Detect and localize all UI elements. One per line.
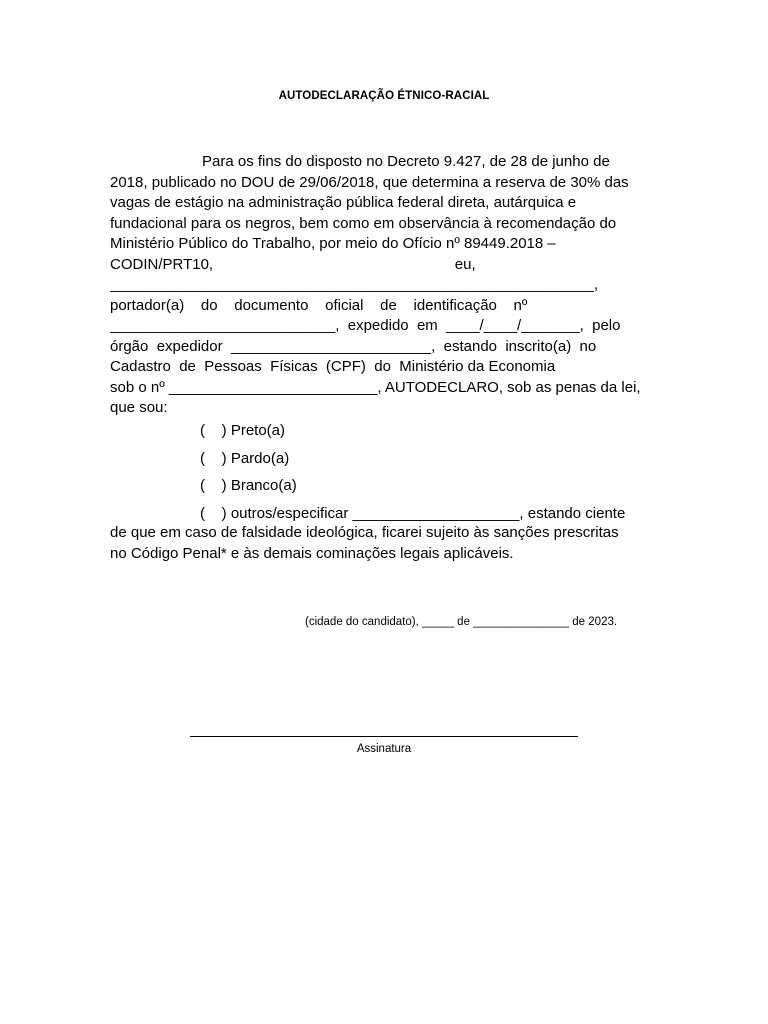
- date-line: (cidade do candidato), _____ de _______________ de 2023.: [305, 616, 618, 628]
- option-pardo: ( ) Pardo(a): [200, 449, 290, 467]
- paragraph-line-4: fundacional para os negros, bem como em observância à recomendação do: [110, 214, 617, 232]
- signature-line: [190, 736, 578, 737]
- document-title: AUTODECLARAÇÃO ÉTNICO-RACIAL: [278, 90, 490, 102]
- paragraph-line-6: CODIN/PRT10, eu,: [110, 255, 476, 273]
- paragraph-line-5: Ministério Público do Trabalho, por meio do Ofício nº 89449.2018 –: [110, 235, 556, 252]
- race-options: [200, 421, 625, 531]
- name-blank-line: __________________________________________________________,: [110, 276, 599, 293]
- paragraph-line-11: Cadastro de Pessoas Físicas (CPF) do Ministério da Economia: [110, 358, 556, 375]
- paragraph-line-8: portador(a) do documento oficial de identificação nº: [110, 296, 528, 314]
- paragraph-line-1: Para os fins do disposto no Decreto 9.427, de 28 de junho de: [202, 153, 610, 170]
- declaration-tail: [110, 523, 658, 564]
- tail-line-2: no Código Penal* e às demais cominações legais aplicáveis.: [110, 544, 514, 562]
- signature-label: Assinatura: [356, 743, 412, 755]
- paragraph-line-3: vagas de estágio na administração pública federal direta, autárquica e: [110, 194, 577, 211]
- issuer-line: órgão expedidor ________________________, estando inscrito(a) no: [110, 337, 597, 355]
- cpf-line: sob o nº _________________________, AUTODECLARO, sob as penas da lei,: [110, 378, 641, 396]
- paragraph-line-2: 2018, publicado no DOU de 29/06/2018, que determina a reserva de 30% das: [110, 173, 629, 191]
- document-number-line: ___________________________, expedido em ____/____/_______, pelo: [110, 317, 621, 334]
- option-preto: ( ) Preto(a): [200, 422, 286, 439]
- option-outros: ( ) outros/especificar ____________________, estando ciente: [200, 504, 626, 522]
- tail-line-1: de que em caso de falsidade ideológica, ficarei sujeito às sanções prescritas: [110, 524, 619, 541]
- declaration-paragraph: [110, 152, 658, 419]
- paragraph-line-13: que sou:: [110, 399, 168, 416]
- option-branco: ( ) Branco(a): [200, 477, 297, 494]
